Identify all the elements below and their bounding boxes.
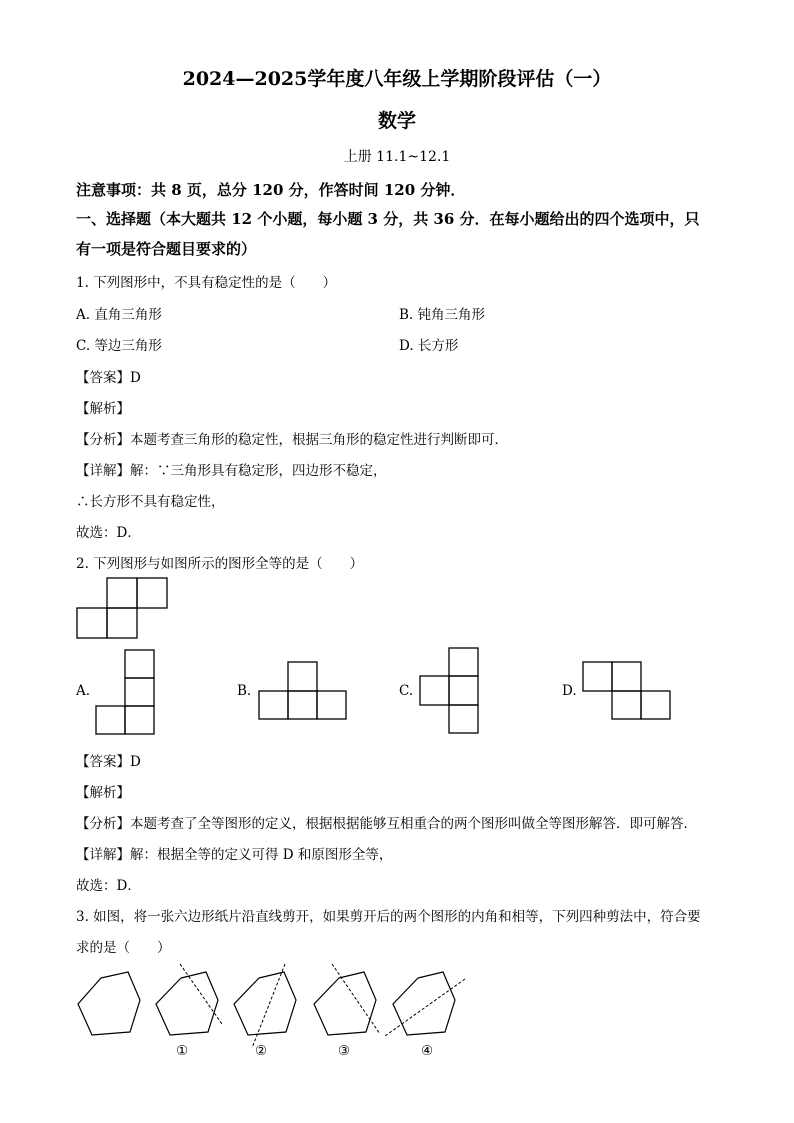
- q2-option-d-label: D.: [562, 683, 577, 699]
- q2-original-figure: [76, 577, 170, 639]
- q2-option-b-figure: [258, 661, 348, 721]
- q3-label-4: ④: [421, 1043, 434, 1059]
- q1-detail-2: ∴长方形不具有稳定性，: [76, 494, 225, 510]
- q2-option-c-figure: [419, 647, 481, 735]
- q2-option-b-label: B.: [237, 683, 252, 699]
- q1-analysis: 【分析】本题考查三角形的稳定性，根据三角形的稳定性进行判断即可．: [76, 432, 508, 448]
- q3-stem-line1: 3. 如图，将一张六边形纸片沿直线剪开，如果剪开后的两个图形的内角和相等，下列四种剪法中，符合要: [76, 909, 701, 925]
- q2-option-d-figure: [582, 661, 672, 721]
- q1-choose: 故选：D．: [76, 525, 141, 541]
- page-title: 2024—2025学年度八年级上学期阶段评估（一）: [182, 68, 612, 90]
- q2-option-a-label: A.: [76, 683, 91, 699]
- notice: 注意事项：共 8 页，总分 120 分，作答时间 120 分钟．: [76, 181, 466, 199]
- q1-detail: 【详解】解：∵三角形具有稳定形，四边形不稳定，: [76, 463, 387, 479]
- q1-answer: 【答案】D: [76, 370, 141, 386]
- q2-detail: 【详解】解：根据全等的定义可得 D 和原图形全等，: [76, 847, 393, 863]
- section-heading-line1: 一、选择题（本大题共 12 个小题，每小题 3 分，共 36 分．在每小题给出的四个选项中，只: [76, 210, 700, 228]
- q1-option-a: A. 直角三角形: [76, 307, 162, 323]
- subject-title: 数学: [377, 110, 416, 132]
- q2-option-a-figure: [95, 649, 157, 735]
- hexagon-original: [78, 972, 140, 1035]
- q1-analysis-head: 【解析】: [76, 401, 130, 417]
- q3-label-2: ②: [255, 1043, 268, 1059]
- q2-analysis-head: 【解析】: [76, 785, 130, 801]
- hexagon-4: [393, 972, 455, 1035]
- chapter-range: 上册 11.1~12.1: [343, 149, 451, 165]
- q3-label-3: ③: [338, 1043, 351, 1059]
- section-heading-line2: 有一项是符合题目要求的）: [76, 240, 257, 258]
- q1-option-b: B. 钝角三角形: [399, 307, 486, 323]
- hexagon-1: [156, 972, 218, 1035]
- q3-label-1: ①: [176, 1043, 189, 1059]
- q2-analysis: 【分析】本题考查了全等图形的定义，根据根据能够互相重合的两个图形叫做全等图形解答．即可解答．: [76, 816, 697, 832]
- q2-stem: 2. 下列图形与如图所示的图形全等的是（ ）: [76, 556, 364, 572]
- q1-option-d: D. 长方形: [399, 338, 459, 354]
- hexagon-3: [314, 972, 376, 1035]
- cut-line-2: [252, 964, 285, 1048]
- q2-choose: 故选：D．: [76, 878, 141, 894]
- q2-answer: 【答案】D: [76, 754, 141, 770]
- q1-option-c: C. 等边三角形: [76, 338, 162, 354]
- hexagon-2: [234, 972, 296, 1035]
- q3-hexagons-figure: [70, 962, 470, 1062]
- q2-option-c-label: C.: [399, 683, 414, 699]
- q3-stem-line2: 求的是（ ）: [76, 940, 171, 956]
- q1-stem: 1. 下列图形中，不具有稳定性的是（ ）: [76, 275, 337, 291]
